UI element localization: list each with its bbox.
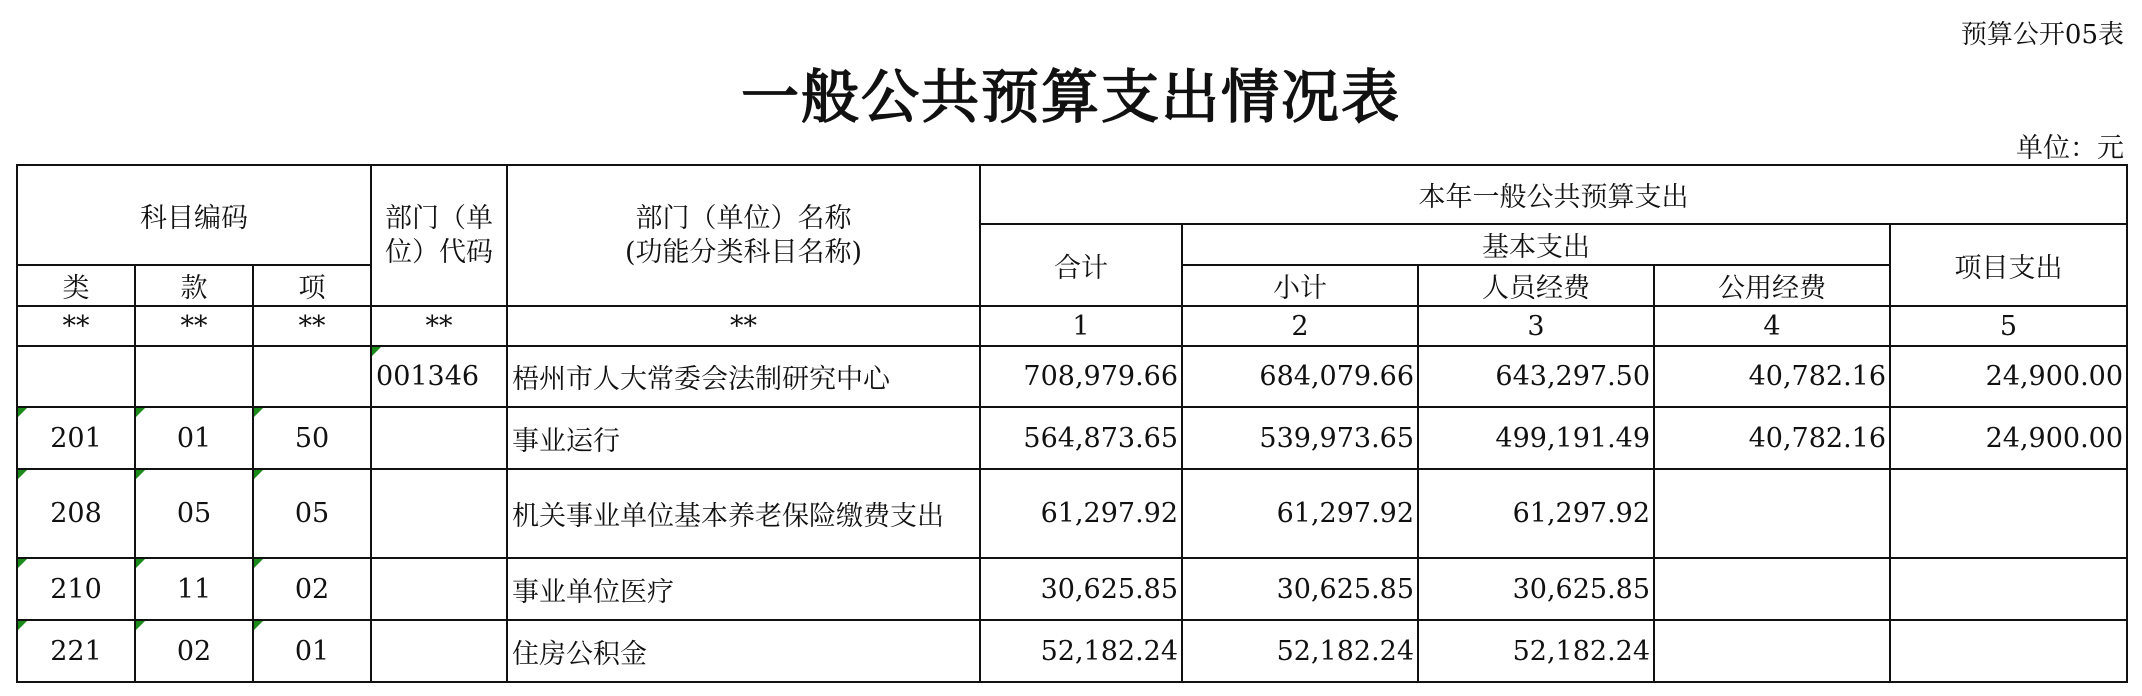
header-lei: 类 bbox=[17, 265, 135, 306]
header-total: 合计 bbox=[980, 224, 1182, 306]
cell-name: 住房公积金 bbox=[507, 620, 980, 682]
header-project: 项目支出 bbox=[1890, 224, 2127, 306]
index-cell: 2 bbox=[1182, 306, 1418, 346]
cell-kuan-text: 01 bbox=[176, 422, 212, 454]
cell-kuan-text: 02 bbox=[176, 635, 212, 667]
cell-personnel: 30,625.85 bbox=[1418, 558, 1654, 620]
cell-personnel: 52,182.24 bbox=[1418, 620, 1654, 682]
header-kuan: 款 bbox=[135, 265, 253, 306]
cell-marker bbox=[254, 408, 263, 417]
cell-marker bbox=[136, 559, 145, 568]
cell-name: 事业单位医疗 bbox=[507, 558, 980, 620]
cell-lei-text: 208 bbox=[50, 498, 102, 529]
cell-total: 30,625.85 bbox=[980, 558, 1182, 620]
header-personnel: 人员经费 bbox=[1418, 265, 1654, 306]
index-cell: 3 bbox=[1418, 306, 1654, 346]
cell-lei bbox=[17, 469, 135, 558]
cell-marker bbox=[372, 347, 381, 356]
header-dept-name bbox=[507, 165, 980, 306]
cell-kuan bbox=[135, 407, 253, 469]
header-xiang: 项 bbox=[253, 265, 371, 306]
cell-dept-code bbox=[371, 620, 507, 682]
index-cell: ** bbox=[371, 306, 507, 346]
unit-label: 单位：元 bbox=[2016, 133, 2124, 164]
cell-marker bbox=[136, 408, 145, 417]
cell-personnel: 499,191.49 bbox=[1418, 407, 1654, 469]
cell-kuan-text: 11 bbox=[176, 573, 212, 605]
cell-dept-code bbox=[371, 407, 507, 469]
header-dept-name-line1: 部门（单位）名称 bbox=[635, 202, 852, 234]
cell-project: 24,900.00 bbox=[1890, 407, 2127, 469]
cell-marker bbox=[254, 470, 263, 479]
cell-lei bbox=[17, 620, 135, 682]
table-row bbox=[17, 346, 2127, 407]
cell-marker bbox=[254, 621, 263, 630]
index-cell: ** bbox=[135, 306, 253, 346]
cell-lei bbox=[17, 407, 135, 469]
cell-subtotal: 61,297.92 bbox=[1182, 469, 1418, 558]
cell-total: 708,979.66 bbox=[980, 346, 1182, 407]
cell-subtotal: 684,079.66 bbox=[1182, 346, 1418, 407]
cell-marker bbox=[18, 408, 27, 417]
budget-table bbox=[16, 164, 2128, 683]
table-row bbox=[17, 558, 2127, 620]
cell-marker bbox=[18, 559, 27, 568]
cell-marker bbox=[18, 621, 27, 630]
cell-dept-code bbox=[371, 469, 507, 558]
cell-kuan bbox=[135, 346, 253, 407]
header-dept-code: 部门（单位）代码 bbox=[371, 165, 507, 306]
cell-name: 梧州市人大常委会法制研究中心 bbox=[507, 346, 980, 407]
page-title: 一般公共预算支出情况表 bbox=[740, 63, 1401, 131]
cell-xiang bbox=[253, 346, 371, 407]
cell-dept-code bbox=[371, 346, 507, 407]
index-cell: 1 bbox=[980, 306, 1182, 346]
cell-xiang bbox=[253, 469, 371, 558]
cell-public bbox=[1654, 620, 1890, 682]
table-row bbox=[17, 620, 2127, 682]
cell-name: 机关事业单位基本养老保险缴费支出 bbox=[507, 469, 980, 558]
cell-xiang-text: 50 bbox=[294, 422, 330, 454]
header-basic-group: 基本支出 bbox=[1182, 224, 1890, 265]
cell-xiang-text: 05 bbox=[294, 498, 330, 529]
cell-lei-text: 221 bbox=[50, 635, 102, 667]
form-number: 预算公开05表 bbox=[1960, 20, 2124, 50]
header-subject-code: 科目编码 bbox=[17, 165, 371, 265]
cell-lei-text: 201 bbox=[50, 422, 102, 454]
cell-personnel: 643,297.50 bbox=[1418, 346, 1654, 407]
cell-dept-code-text: 001346 bbox=[376, 361, 480, 392]
header-subtotal: 小计 bbox=[1182, 265, 1418, 306]
cell-kuan bbox=[135, 469, 253, 558]
cell-public: 40,782.16 bbox=[1654, 407, 1890, 469]
cell-marker bbox=[136, 470, 145, 479]
cell-subtotal: 539,973.65 bbox=[1182, 407, 1418, 469]
cell-public bbox=[1654, 469, 1890, 558]
header-public: 公用经费 bbox=[1654, 265, 1890, 306]
index-cell: 5 bbox=[1890, 306, 2127, 346]
cell-kuan-text: 05 bbox=[176, 498, 212, 529]
cell-total: 52,182.24 bbox=[980, 620, 1182, 682]
cell-name: 事业运行 bbox=[507, 407, 980, 469]
cell-marker bbox=[254, 559, 263, 568]
cell-xiang bbox=[253, 620, 371, 682]
cell-subtotal: 30,625.85 bbox=[1182, 558, 1418, 620]
cell-xiang bbox=[253, 558, 371, 620]
cell-project bbox=[1890, 558, 2127, 620]
index-cell: ** bbox=[17, 306, 135, 346]
table-row bbox=[17, 469, 2127, 558]
cell-marker bbox=[136, 621, 145, 630]
cell-public: 40,782.16 bbox=[1654, 346, 1890, 407]
cell-kuan bbox=[135, 620, 253, 682]
index-cell: ** bbox=[507, 306, 980, 346]
cell-subtotal: 52,182.24 bbox=[1182, 620, 1418, 682]
cell-lei bbox=[17, 346, 135, 407]
table-row bbox=[17, 407, 2127, 469]
cell-marker bbox=[18, 470, 27, 479]
cell-total: 61,297.92 bbox=[980, 469, 1182, 558]
cell-kuan bbox=[135, 558, 253, 620]
cell-project bbox=[1890, 469, 2127, 558]
cell-public bbox=[1654, 558, 1890, 620]
cell-project: 24,900.00 bbox=[1890, 346, 2127, 407]
index-cell: ** bbox=[253, 306, 371, 346]
header-budget-group: 本年一般公共预算支出 bbox=[980, 165, 2127, 224]
index-row bbox=[17, 306, 2127, 346]
cell-total: 564,873.65 bbox=[980, 407, 1182, 469]
index-cell: 4 bbox=[1654, 306, 1890, 346]
cell-dept-code bbox=[371, 558, 507, 620]
header-dept-name-line2: (功能分类科目名称) bbox=[624, 236, 863, 268]
cell-lei bbox=[17, 558, 135, 620]
cell-xiang-text: 01 bbox=[294, 635, 330, 667]
cell-lei-text: 210 bbox=[50, 573, 102, 605]
cell-personnel: 61,297.92 bbox=[1418, 469, 1654, 558]
cell-project bbox=[1890, 620, 2127, 682]
cell-xiang-text: 02 bbox=[294, 573, 330, 605]
cell-xiang bbox=[253, 407, 371, 469]
